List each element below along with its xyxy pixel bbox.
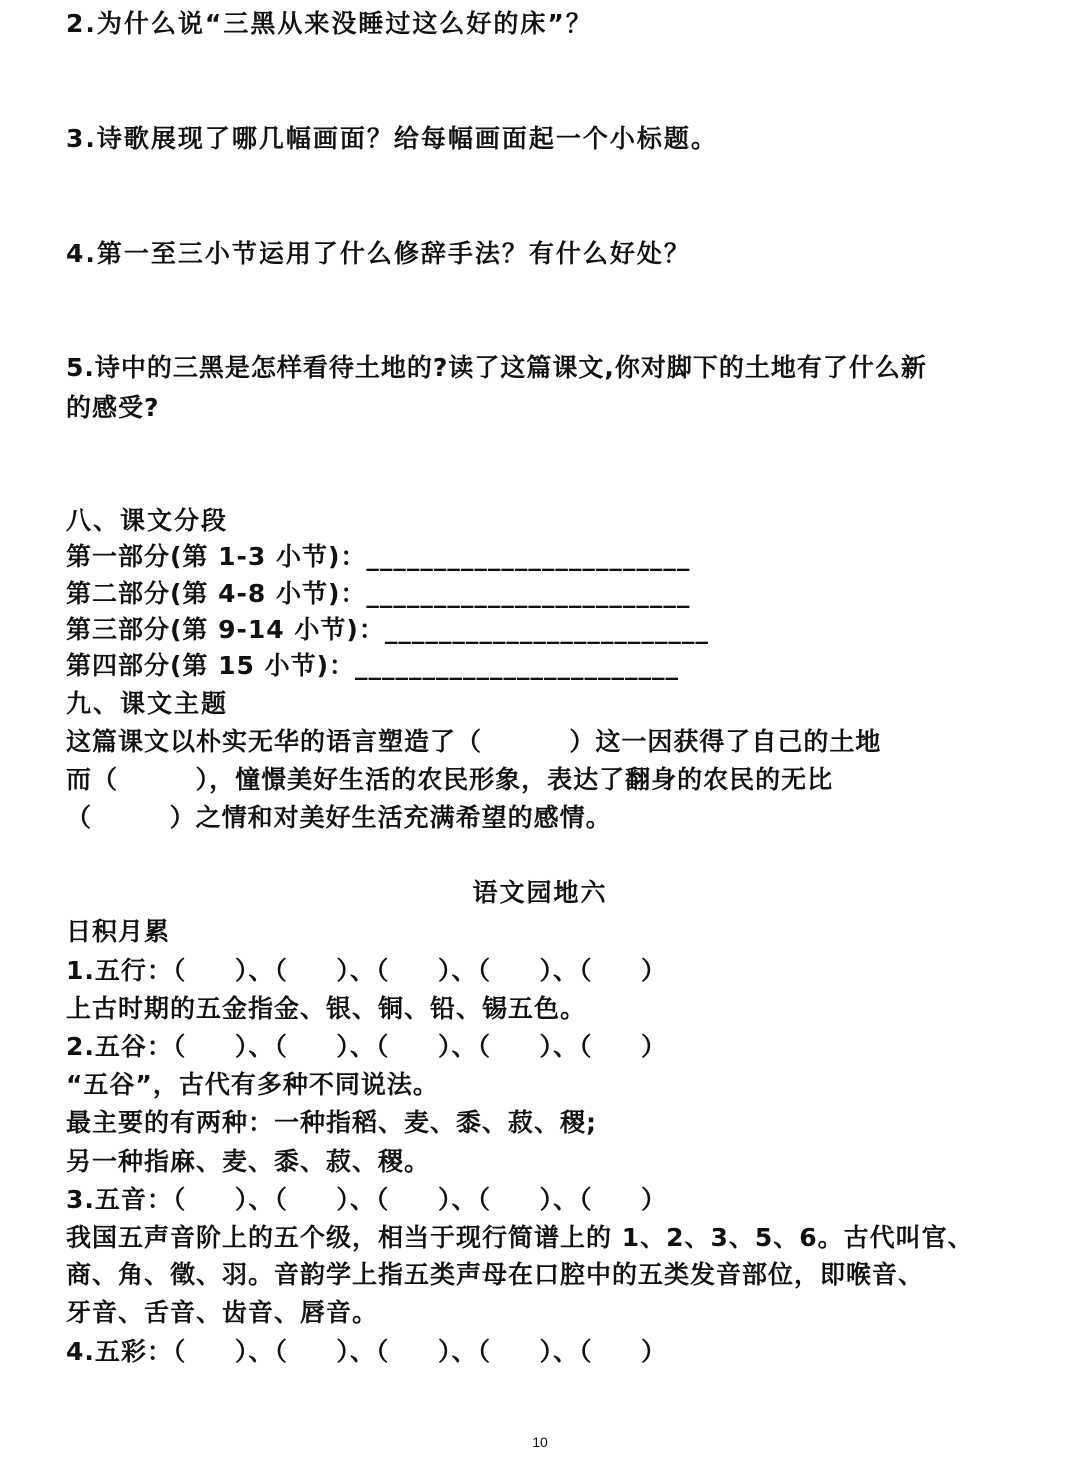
section-8-part-2: 第二部分(第 4-8 小节)：________________________: [66, 579, 691, 608]
section-9-line-1: 这篇课文以朴实无华的语言塑造了（ ）这一因获得了自己的土地: [66, 727, 882, 756]
section-8-part-4: 第四部分(第 15 小节)：________________________: [66, 651, 680, 680]
section-8-part-3: 第三部分(第 9-14 小节)：________________________: [66, 615, 709, 644]
question-2: 2.为什么说“三黑从来没睡过这么好的床”？: [66, 9, 593, 38]
garden-line-8: 我国五声音阶上的五个级，相当于现行简谱上的 1、2、3、5、6。古代叫官、: [66, 1223, 974, 1252]
garden-line-10: 牙音、舌音、齿音、唇音。: [66, 1298, 379, 1327]
question-3: 3.诗歌展现了哪几幅画面？给每幅画面起一个小标题。: [66, 124, 718, 153]
section-9-heading: 九、课文主题: [66, 689, 229, 718]
garden-subtitle: 日积月累: [66, 917, 171, 946]
garden-line-4: “五谷”，古代有多种不同说法。: [66, 1070, 439, 1099]
question-5-line-2: 的感受?: [66, 393, 160, 422]
garden-line-3: 2.五谷：（ ）、（ ）、（ ）、（ ）、（ ）: [66, 1032, 667, 1061]
garden-line-6: 另一种指麻、麦、黍、菽、稷。: [66, 1147, 431, 1176]
question-5-line-1: 5.诗中的三黑是怎样看待土地的?读了这篇课文,你对脚下的土地有了什么新: [66, 353, 927, 382]
garden-line-7: 3.五音：（ ）、（ ）、（ ）、（ ）、（ ）: [66, 1185, 667, 1214]
garden-title: 语文园地六: [472, 878, 608, 907]
section-8-part-1: 第一部分(第 1-3 小节)：________________________: [66, 542, 691, 571]
question-4: 4.第一至三小节运用了什么修辞手法？有什么好处？: [66, 239, 691, 268]
garden-line-5: 最主要的有两种：一种指稻、麦、黍、菽、稷;: [66, 1108, 597, 1137]
garden-line-2: 上古时期的五金指金、银、铜、铅、锡五色。: [66, 994, 587, 1023]
section-8-heading: 八、课文分段: [66, 506, 229, 535]
garden-line-11: 4.五彩：（ ）、（ ）、（ ）、（ ）、（ ）: [66, 1337, 667, 1366]
page-number: 10: [532, 1434, 548, 1450]
garden-line-9: 商、角、徵、羽。音韵学上指五类声母在口腔中的五类发音部位，即喉音、: [66, 1260, 925, 1289]
garden-line-1: 1.五行：（ ）、（ ）、（ ）、（ ）、（ ）: [66, 956, 667, 985]
section-9-line-2: 而（ ），憧憬美好生活的农民形象，表达了翻身的农民的无比: [66, 765, 834, 794]
section-9-line-3: （ ）之情和对美好生活充满希望的感情。: [66, 803, 612, 832]
